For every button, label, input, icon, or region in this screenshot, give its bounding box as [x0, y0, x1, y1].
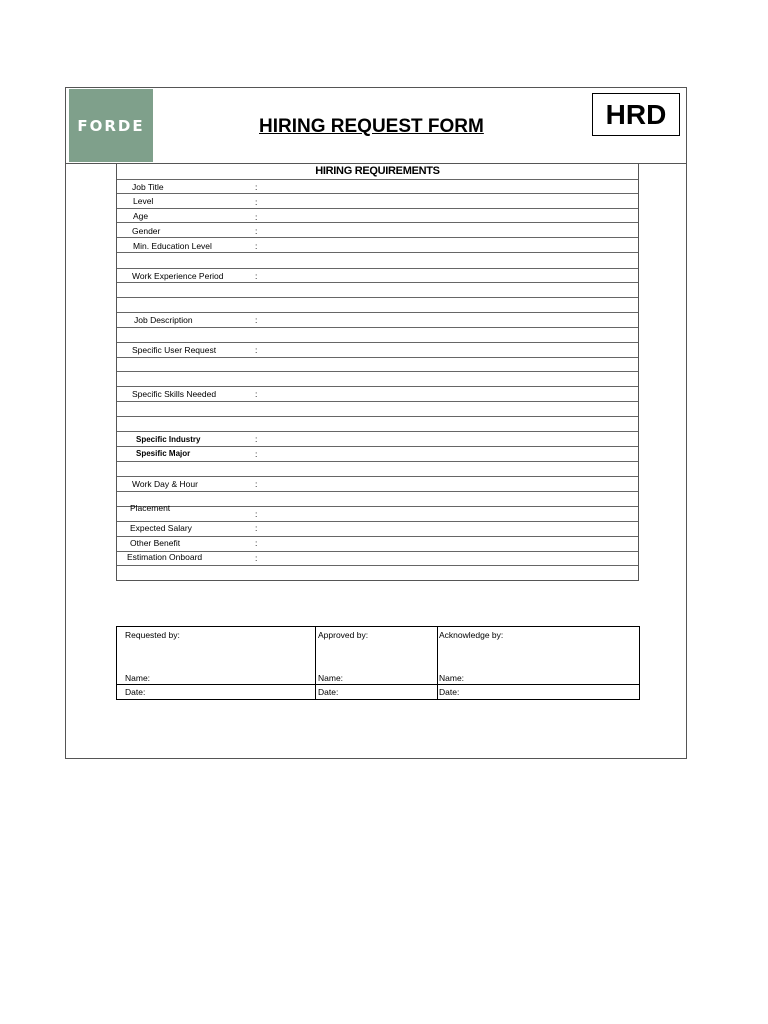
- field-colon: :: [255, 538, 258, 548]
- field-label: Specific User Request: [132, 345, 217, 355]
- field-colon: :: [255, 345, 258, 355]
- field-label: Job Description: [134, 315, 193, 325]
- field-colon: :: [255, 523, 258, 533]
- field-colon: :: [255, 226, 258, 236]
- field-label: Work Day & Hour: [132, 479, 198, 489]
- field-colon: :: [255, 241, 258, 251]
- field-label: Gender: [132, 226, 161, 236]
- signature-title: Acknowledge by:: [439, 630, 504, 640]
- signature-title: Approved by:: [318, 630, 369, 640]
- field-label: Placement: [130, 503, 171, 513]
- field-colon: :: [255, 553, 258, 563]
- field-label: Min. Education Level: [133, 241, 212, 251]
- field-colon: :: [255, 434, 258, 444]
- hiring-requirements-table: [116, 164, 639, 581]
- signature-name: Name:: [318, 673, 344, 683]
- field-colon: :: [255, 182, 258, 192]
- field-label: Work Experience Period: [132, 271, 224, 281]
- form-title: HIRING REQUEST FORM: [259, 116, 484, 137]
- signature-table: [116, 626, 640, 700]
- field-colon: :: [255, 315, 258, 325]
- field-label: Specific Industry: [136, 435, 201, 444]
- field-colon: :: [255, 479, 258, 489]
- field-colon: :: [255, 449, 258, 459]
- signature-date: Date:: [125, 687, 146, 697]
- field-label: Age: [133, 211, 149, 221]
- field-colon: :: [255, 389, 258, 399]
- field-colon: :: [255, 509, 258, 519]
- form-header: [66, 88, 686, 164]
- signature-title: Requested by:: [125, 630, 180, 640]
- field-label: Job Title: [132, 182, 164, 192]
- field-colon: :: [255, 197, 258, 207]
- field-label: Estimation Onboard: [127, 552, 203, 562]
- signature-name: Name:: [125, 673, 151, 683]
- section-heading: HIRING REQUIREMENTS: [315, 165, 440, 177]
- field-colon: :: [255, 271, 258, 281]
- field-label: Level: [133, 196, 154, 206]
- field-colon: :: [255, 212, 258, 222]
- department-badge: HRD: [592, 93, 680, 136]
- field-label: Expected Salary: [130, 523, 192, 533]
- company-logo: FORDE: [69, 89, 153, 162]
- signature-name: Name:: [439, 673, 465, 683]
- hiring-request-form: [65, 87, 687, 759]
- field-label: Specific Skills Needed: [132, 389, 217, 399]
- signature-date: Date:: [439, 687, 460, 697]
- signature-date: Date:: [318, 687, 339, 697]
- field-label: Spesific Major: [136, 449, 191, 458]
- field-label: Other Benefit: [130, 538, 181, 548]
